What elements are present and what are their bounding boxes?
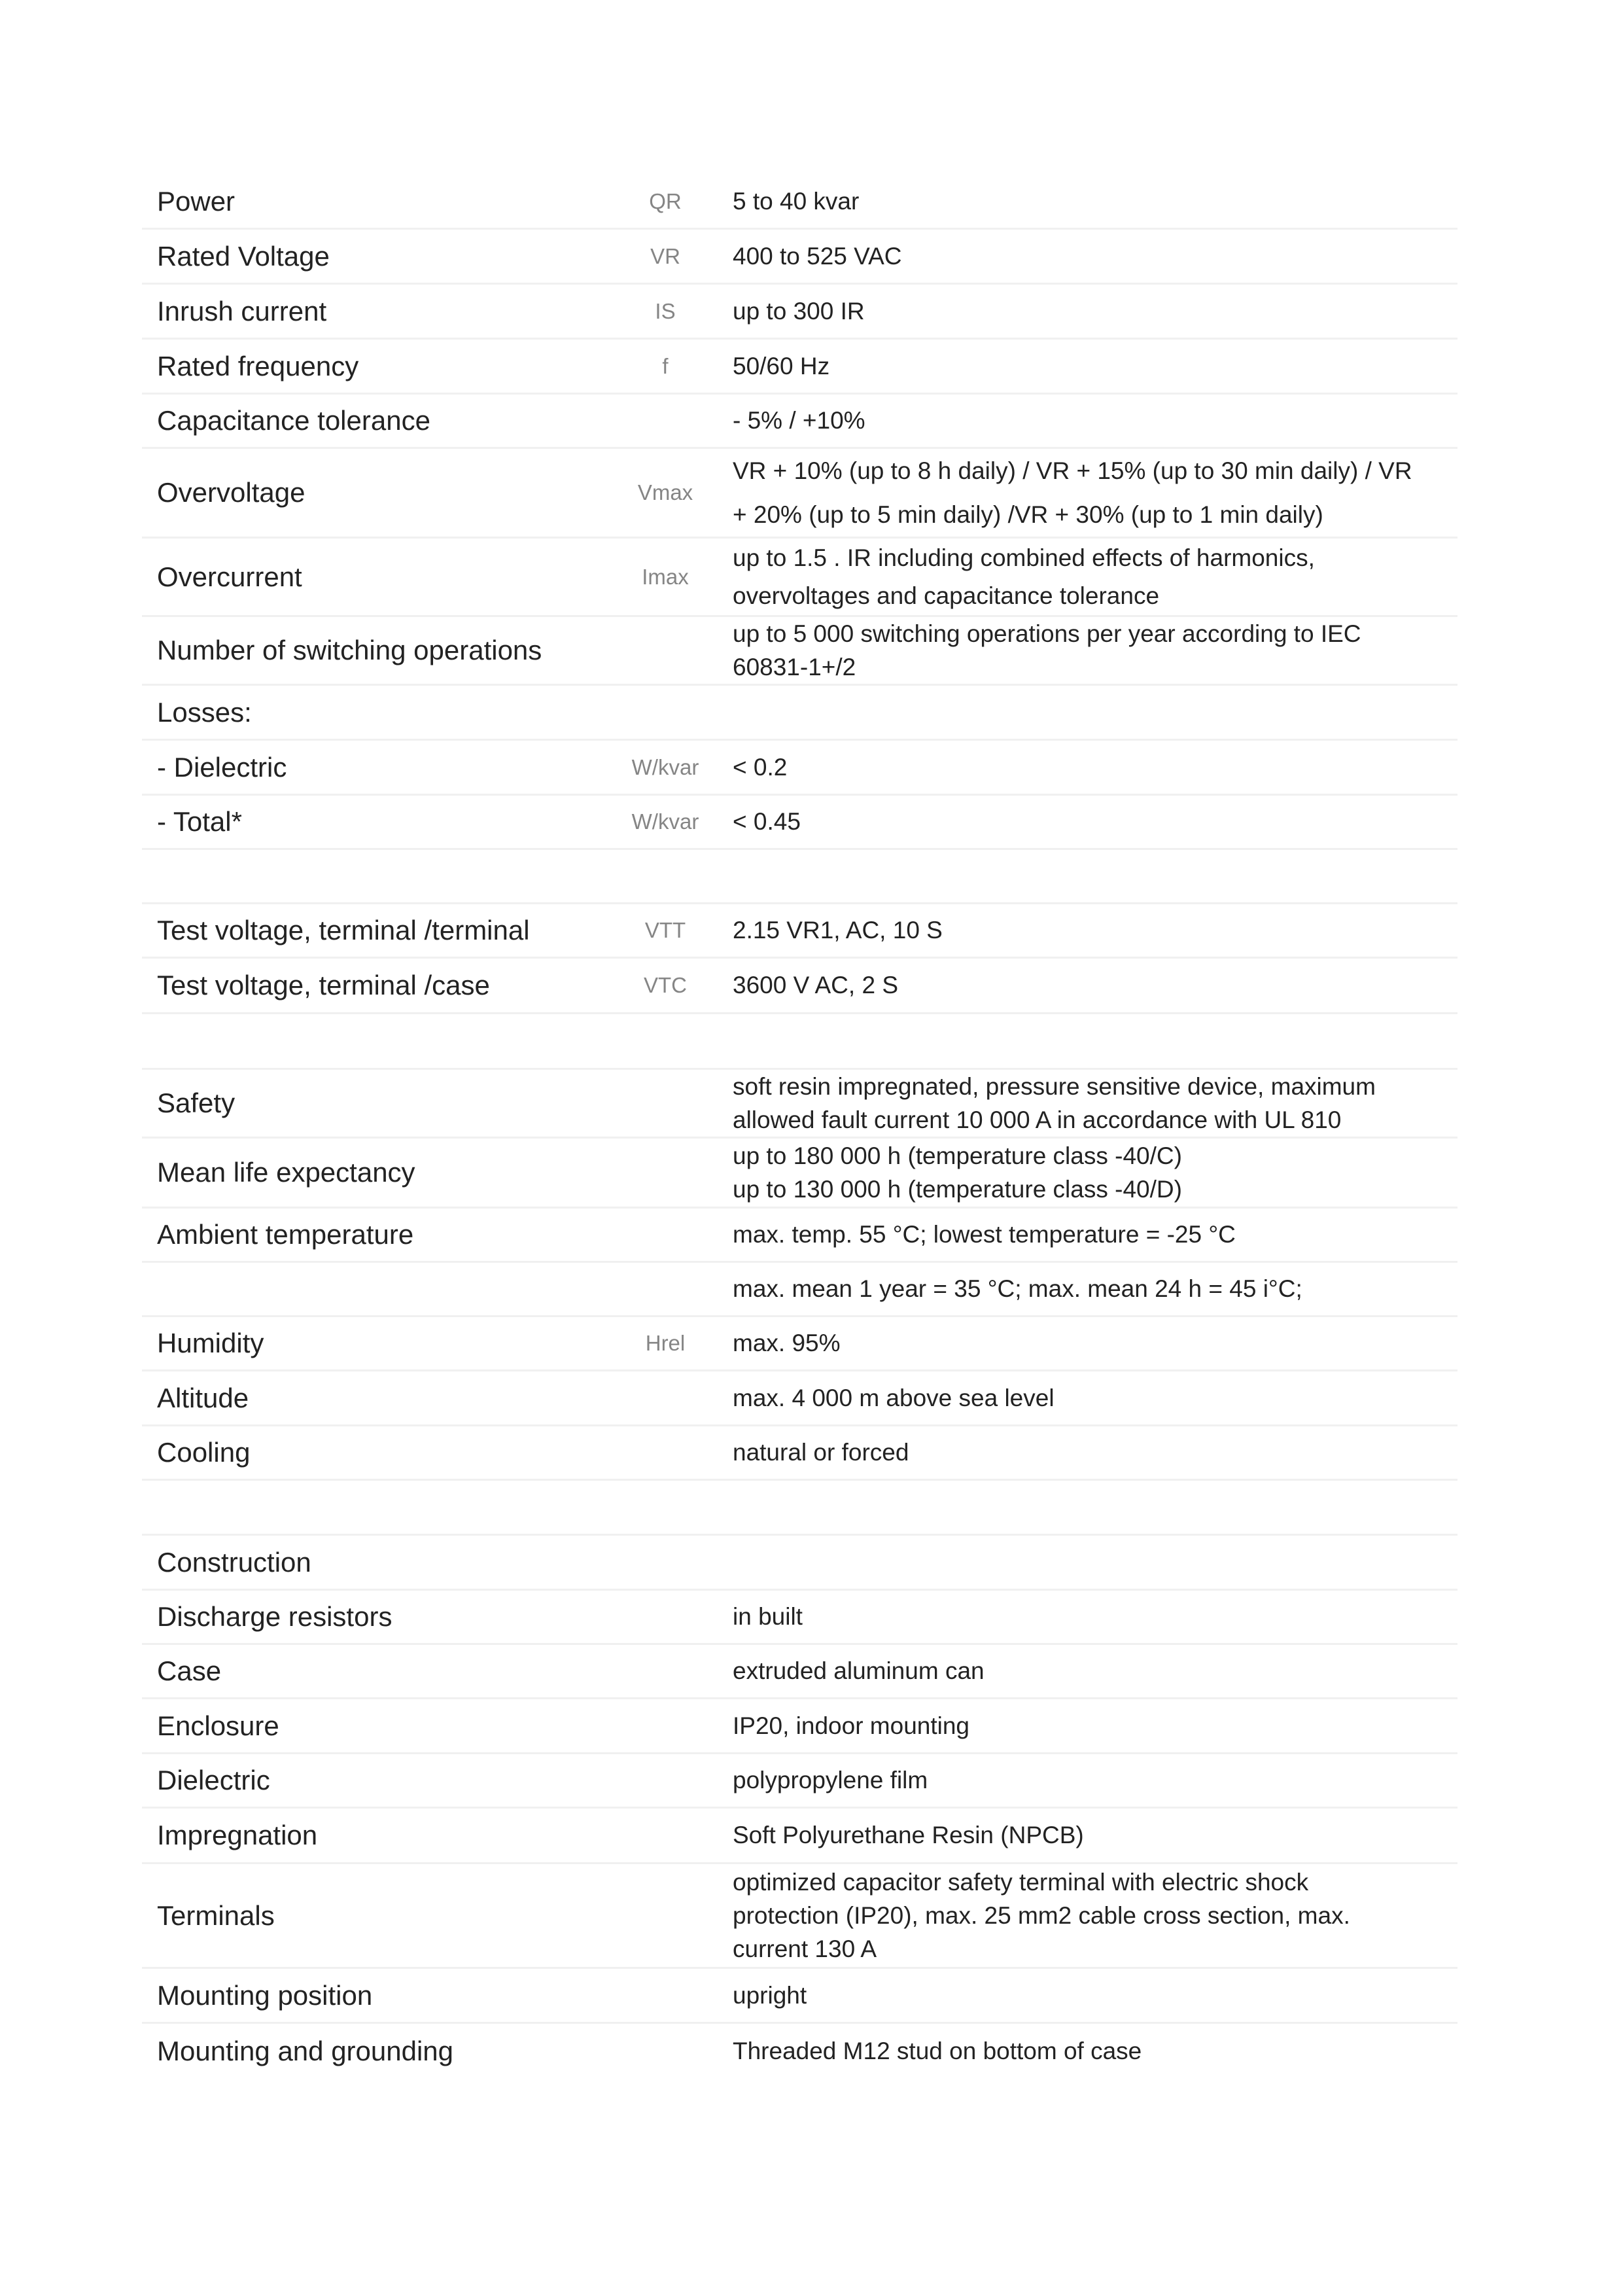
spec-label: Ambient temperature xyxy=(157,1219,414,1250)
spec-symbol xyxy=(626,1209,705,1261)
spec-value-line: max. 95% xyxy=(733,1330,841,1356)
spec-value xyxy=(733,230,1452,283)
spec-value xyxy=(733,617,1452,684)
spec-symbol xyxy=(626,1070,705,1137)
spec-value xyxy=(733,1591,1452,1643)
spec-label: - Dielectric xyxy=(157,751,287,783)
spec-value-line: max. 4 000 m above sea level xyxy=(733,1384,1055,1411)
spec-row xyxy=(142,1754,1457,1809)
spec-value xyxy=(733,1754,1452,1807)
spec-label: Mean life expectancy xyxy=(157,1157,415,1188)
spec-symbol xyxy=(626,1969,705,2022)
spec-symbol: IS xyxy=(655,298,676,323)
spec-label: Mounting position xyxy=(157,1979,373,2011)
specification-table xyxy=(142,175,1457,2079)
spec-symbol xyxy=(626,850,705,902)
spec-value-line: up to 5 000 switching operations per year according to IEC xyxy=(733,620,1361,647)
spec-symbol xyxy=(626,1809,705,1862)
spec-label xyxy=(157,1263,628,1315)
spec-value xyxy=(733,1699,1452,1752)
spec-row xyxy=(142,175,1457,230)
spec-label: - Total* xyxy=(157,806,242,837)
spec-label: Rated frequency xyxy=(157,350,359,381)
spec-row xyxy=(142,1070,1457,1139)
spec-label xyxy=(157,1481,628,1534)
spec-row xyxy=(142,1591,1457,1645)
spec-value xyxy=(733,539,1452,615)
spec-value-line: max. mean 1 year = 35 °C; max. mean 24 h = 45 i°C; xyxy=(733,1275,1302,1302)
spec-row xyxy=(142,340,1457,395)
spec-row xyxy=(142,1426,1457,1481)
spec-value xyxy=(733,1070,1452,1137)
spec-value-line: - 5% / +10% xyxy=(733,407,865,434)
spec-value-line: Soft Polyurethane Resin (NPCB) xyxy=(733,1822,1084,1848)
spec-label: Inrush current xyxy=(157,295,327,327)
spec-label: Altitude xyxy=(157,1382,249,1413)
spec-value-line: VR + 10% (up to 8 h daily) / VR + 15% (up to 30 min daily) / VR xyxy=(733,457,1412,484)
spec-label xyxy=(157,1014,628,1068)
spec-label: Enclosure xyxy=(157,1710,279,1741)
spec-value xyxy=(733,340,1452,393)
spec-value xyxy=(733,1317,1452,1369)
spec-value-line: < 0.45 xyxy=(733,808,801,835)
spec-value xyxy=(733,449,1452,537)
spec-value-line: up to 1.5 . IR including combined effects of harmonics, xyxy=(733,544,1315,571)
spec-value xyxy=(733,796,1452,848)
spec-value xyxy=(733,1426,1452,1479)
spec-value xyxy=(733,175,1452,228)
spec-row xyxy=(142,2024,1457,2079)
spec-label: Terminals xyxy=(157,1899,275,1931)
spec-row xyxy=(142,285,1457,340)
spec-row xyxy=(142,1263,1457,1317)
spec-value-line: current 130 A xyxy=(733,1935,877,1962)
spec-value-line: natural or forced xyxy=(733,1439,909,1466)
spec-row xyxy=(142,395,1457,449)
spec-value-line: in built xyxy=(733,1603,803,1630)
spec-value xyxy=(733,1969,1452,2022)
spec-symbol: VR xyxy=(650,243,680,268)
spec-symbol: W/kvar xyxy=(631,754,699,779)
spec-row xyxy=(142,796,1457,850)
spec-symbol: VTT xyxy=(644,918,686,942)
spec-row xyxy=(142,850,1457,904)
spec-value xyxy=(733,1645,1452,1697)
spec-label: Test voltage, terminal /terminal xyxy=(157,915,530,945)
spec-value-line: < 0.2 xyxy=(733,753,788,781)
spec-value xyxy=(733,904,1452,957)
spec-value xyxy=(733,1536,1452,1589)
spec-symbol xyxy=(626,1139,705,1207)
spec-row xyxy=(142,1536,1457,1591)
spec-row xyxy=(142,449,1457,539)
spec-symbol xyxy=(626,395,705,447)
spec-symbol: W/kvar xyxy=(631,809,699,834)
spec-row xyxy=(142,1699,1457,1754)
spec-row xyxy=(142,1139,1457,1209)
spec-symbol xyxy=(626,1645,705,1697)
spec-symbol xyxy=(626,1481,705,1534)
spec-value xyxy=(733,1263,1452,1315)
spec-value-line: Threaded M12 stud on bottom of case xyxy=(733,2038,1142,2064)
spec-value-line: 50/60 Hz xyxy=(733,352,830,380)
spec-row xyxy=(142,617,1457,686)
spec-value-line: upright xyxy=(733,1981,807,2009)
spec-symbol: Hrel xyxy=(645,1331,686,1355)
spec-value-line: soft resin impregnated, pressure sensitive device, maximum xyxy=(733,1073,1376,1100)
spec-symbol xyxy=(626,1864,705,1967)
spec-symbol xyxy=(626,1699,705,1752)
spec-symbol xyxy=(626,1371,705,1424)
spec-value xyxy=(733,741,1452,794)
spec-value-line: 5 to 40 kvar xyxy=(733,187,860,215)
spec-value-line: overvoltages and capacitance tolerance xyxy=(733,582,1160,609)
spec-label: Impregnation xyxy=(157,1820,318,1850)
spec-value xyxy=(733,959,1452,1012)
spec-symbol xyxy=(626,2024,705,2079)
spec-symbol: Vmax xyxy=(637,480,693,504)
spec-row xyxy=(142,686,1457,741)
spec-value xyxy=(733,1864,1452,1967)
spec-label: Capacitance tolerance xyxy=(157,405,430,436)
spec-value-line: polypropylene film xyxy=(733,1767,928,1793)
spec-label: Test voltage, terminal /case xyxy=(157,970,490,1000)
spec-value-line: 2.15 VR1, AC, 10 S xyxy=(733,917,943,944)
spec-value xyxy=(733,1371,1452,1424)
spec-row xyxy=(142,1809,1457,1864)
spec-value-line: max. temp. 55 °C; lowest temperature = -25 °C xyxy=(733,1221,1236,1248)
spec-row xyxy=(142,1969,1457,2024)
spec-symbol xyxy=(626,686,705,739)
spec-label: Case xyxy=(157,1655,222,1686)
spec-symbol: f xyxy=(662,353,669,378)
spec-row xyxy=(142,741,1457,796)
spec-value-line: + 20% (up to 5 min daily) /VR + 30% (up to 1 min daily) xyxy=(733,501,1323,528)
spec-value-line: up to 180 000 h (temperature class -40/C) xyxy=(733,1142,1182,1169)
spec-row xyxy=(142,1317,1457,1371)
spec-value xyxy=(733,395,1452,447)
spec-row xyxy=(142,1371,1457,1426)
spec-label: Safety xyxy=(157,1087,236,1118)
spec-row xyxy=(142,1481,1457,1536)
spec-row xyxy=(142,1014,1457,1070)
spec-value-line: protection (IP20), max. 25 mm2 cable cross section, max. xyxy=(733,1902,1350,1929)
spec-value-line: optimized capacitor safety terminal with electric shock xyxy=(733,1869,1309,1896)
spec-label: Overvoltage xyxy=(157,477,305,508)
spec-row xyxy=(142,1864,1457,1969)
spec-value-line: 3600 V AC, 2 S xyxy=(733,972,899,998)
spec-value xyxy=(733,1139,1452,1207)
spec-row xyxy=(142,1209,1457,1263)
spec-symbol xyxy=(626,1536,705,1589)
spec-label: Losses: xyxy=(157,696,252,728)
spec-row xyxy=(142,959,1457,1014)
spec-value xyxy=(733,850,1452,902)
spec-label xyxy=(157,850,628,902)
spec-value-line: 400 to 525 VAC xyxy=(733,242,902,270)
spec-symbol xyxy=(626,1754,705,1807)
spec-value xyxy=(733,2024,1452,2079)
spec-label: Number of switching operations xyxy=(157,635,542,665)
spec-value xyxy=(733,686,1452,739)
spec-row xyxy=(142,230,1457,285)
spec-value xyxy=(733,1014,1452,1068)
spec-value xyxy=(733,1209,1452,1261)
spec-value xyxy=(733,1809,1452,1862)
spec-value-line: IP20, indoor mounting xyxy=(733,1712,970,1739)
spec-value xyxy=(733,1481,1452,1534)
spec-label: Dielectric xyxy=(157,1765,270,1795)
spec-label: Overcurrent xyxy=(157,561,302,592)
spec-symbol: QR xyxy=(649,188,682,213)
spec-label: Mounting and grounding xyxy=(157,2036,454,2066)
spec-label: Rated Voltage xyxy=(157,240,330,272)
spec-row xyxy=(142,539,1457,617)
spec-symbol xyxy=(626,617,705,684)
spec-symbol xyxy=(626,1014,705,1068)
spec-value xyxy=(733,285,1452,338)
spec-symbol: VTC xyxy=(644,973,687,997)
spec-label: Cooling xyxy=(157,1437,251,1468)
spec-value-line: allowed fault current 10 000 A in accordance with UL 810 xyxy=(733,1106,1342,1133)
spec-symbol xyxy=(626,1426,705,1479)
spec-value-line: up to 130 000 h (temperature class -40/D) xyxy=(733,1176,1182,1203)
spec-symbol xyxy=(626,1263,705,1315)
spec-symbol xyxy=(626,1591,705,1643)
spec-value-line: extruded aluminum can xyxy=(733,1657,985,1684)
spec-label: Humidity xyxy=(157,1328,264,1358)
spec-value-line: 60831-1+/2 xyxy=(733,654,856,680)
spec-symbol: Imax xyxy=(642,564,689,589)
spec-label: Discharge resistors xyxy=(157,1601,393,1632)
spec-row xyxy=(142,904,1457,959)
spec-label: Construction xyxy=(157,1546,311,1578)
spec-value-line: up to 300 IR xyxy=(733,297,865,325)
spec-label: Power xyxy=(157,185,236,217)
spec-row xyxy=(142,1645,1457,1699)
